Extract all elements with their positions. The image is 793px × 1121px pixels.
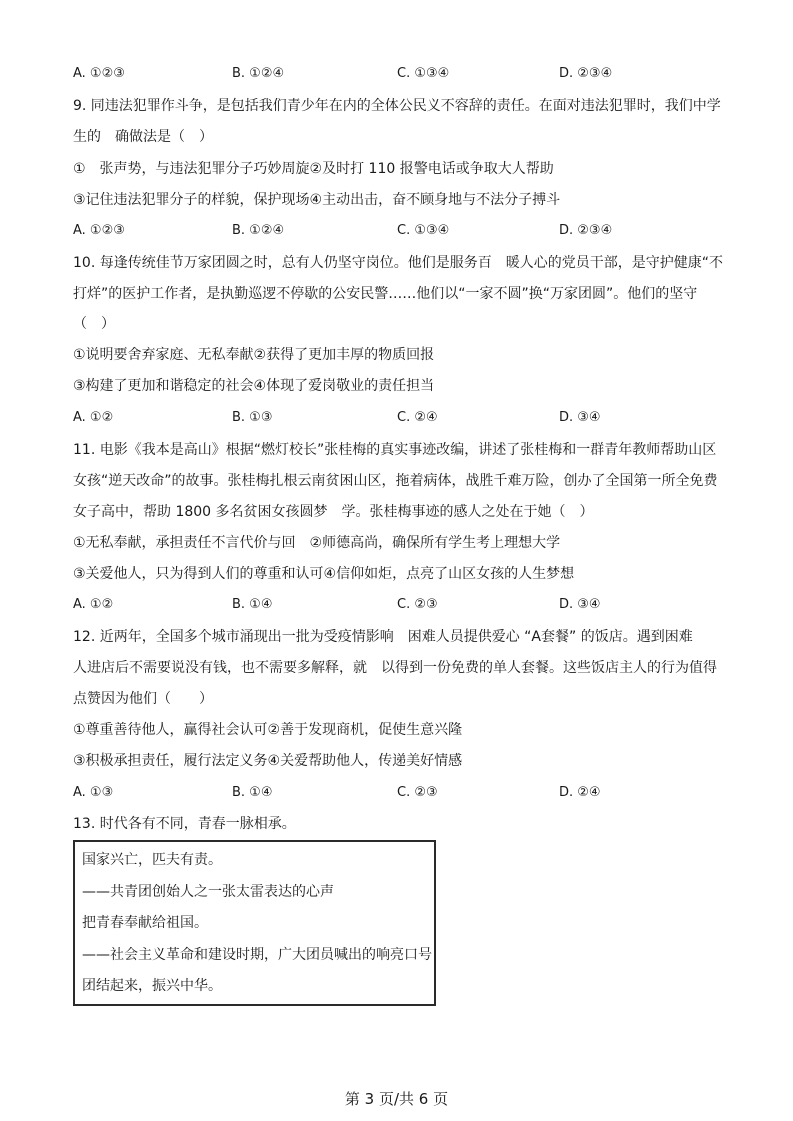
q10-stem-line-2: 打烊”的医护工作者，是执勤巡逻不停歇的公安民警……他们以“一家不圆”换“万家团圆”。他们的坚守 — [73, 286, 698, 302]
q12-option-b: B. ①④ — [232, 785, 273, 800]
q11-option-a: A. ①② — [73, 597, 114, 612]
material-line-3: 把青春奉献给祖国。 — [82, 915, 208, 931]
q11-option-b: B. ①④ — [232, 597, 273, 612]
q12-choice-line-2: ③积极承担责任，履行法定义务④关爱帮助他人，传递美好情感 — [73, 753, 463, 769]
q12-stem-line-3: 点赞因为他们（ ） — [73, 691, 213, 707]
q9-choice-line-1: ① 张声势，与违法犯罪分子巧妙周旋②及时打 110 报警电话或争取大人帮助 — [73, 161, 554, 177]
q9-option-d: D. ②③④ — [559, 223, 613, 238]
q10-stem-line-3: （ ） — [73, 316, 115, 332]
q8-option-b: B. ①②④ — [232, 66, 285, 81]
material-line-5: 团结起来，振兴中华。 — [82, 978, 222, 994]
q11-option-c: C. ②③ — [397, 597, 438, 612]
q12-stem-line-2: 人进店后不需要说没有钱，也不需要多解释，就 以得到一份免费的单人套餐。这些饭店主人的行为值得 — [73, 660, 717, 676]
q12-stem-line-1: 12. 近两年，全国多个城市涌现出一批为受疫情影响 困难人员提供爱心 “A套餐” 的饭店。遇到困难 — [73, 629, 693, 645]
q9-stem-line-1: 9. 同违法犯罪作斗争，是包括我们青少年在内的全体公民义不容辞的责任。在面对违法犯罪时，我们中学 — [73, 98, 721, 114]
q9-option-b: B. ①②④ — [232, 223, 285, 238]
q10-choice-line-1: ①说明要舍弃家庭、无私奉献②获得了更加丰厚的物质回报 — [73, 347, 435, 363]
q11-options — [73, 595, 713, 615]
q9-options — [73, 221, 713, 241]
q9-choice-line-2: ③记住违法犯罪分子的样貌，保护现场④主动出击，奋不顾身地与不法分子搏斗 — [73, 192, 561, 208]
q13-stem-line-1: 13. 时代各有不同，青春一脉相承。 — [73, 816, 296, 832]
material-line-2: ——共青团创始人之一张太雷表达的心声 — [82, 884, 334, 900]
q10-option-b: B. ①③ — [232, 410, 273, 425]
q10-options — [73, 408, 713, 428]
q10-stem-line-1: 10. 每逢传统佳节万家团圆之时，总有人仍坚守岗位。他们是服务百 暖人心的党员干部，是守护健康“不 — [73, 255, 723, 271]
q13-material-box — [73, 840, 436, 1006]
q9-stem-line-2: 生的 确做法是（ ） — [73, 129, 213, 145]
q11-option-d: D. ③④ — [559, 597, 601, 612]
q10-option-a: A. ①② — [73, 410, 114, 425]
q11-choice-line-2: ③关爱他人，只为得到人们的尊重和认可④信仰如炬，点亮了山区女孩的人生梦想 — [73, 566, 575, 582]
material-line-4: ——社会主义革命和建设时期，广大团员喊出的响亮口号 — [82, 947, 432, 963]
q12-option-d: D. ②④ — [559, 785, 601, 800]
q9-option-a: A. ①②③ — [73, 223, 125, 238]
q12-choice-line-1: ①尊重善待他人，赢得社会认可②善于发现商机，促使生意兴隆 — [73, 722, 463, 738]
page-number: 第 3 页/共 6 页 — [344, 1090, 449, 1108]
q10-option-c: C. ②④ — [397, 410, 438, 425]
q11-stem-line-2: 女孩“逆天改命”的故事。张桂梅扎根云南贫困山区，拖着病体，战胜千难万险，创办了全国第一所全免费 — [73, 473, 718, 489]
material-line-1: 国家兴亡，匹夫有责。 — [82, 852, 222, 868]
q11-stem-line-3: 女子高中，帮助 1800 多名贫困女孩圆梦 学。张桂梅事迹的感人之处在于她（ ） — [73, 504, 594, 520]
q8-option-d: D. ②③④ — [559, 66, 613, 81]
q8-option-a: A. ①②③ — [73, 66, 125, 81]
q10-option-d: D. ③④ — [559, 410, 601, 425]
q10-choice-line-2: ③构建了更加和谐稳定的社会④体现了爱岗敬业的责任担当 — [73, 378, 435, 394]
q11-stem-line-1: 11. 电影《我本是高山》根据“燃灯校长”张桂梅的真实事迹改编，讲述了张桂梅和一群青年教师帮助山区 — [73, 442, 717, 458]
q8-options — [73, 64, 713, 84]
q11-choice-line-1: ①无私奉献，承担责任不言代价与回 ②师德高尚，确保所有学生考上理想大学 — [73, 535, 561, 551]
q12-option-c: C. ②③ — [397, 785, 438, 800]
q12-options — [73, 783, 713, 803]
q9-option-c: C. ①③④ — [397, 223, 450, 238]
q12-option-a: A. ①③ — [73, 785, 114, 800]
q8-option-c: C. ①③④ — [397, 66, 450, 81]
